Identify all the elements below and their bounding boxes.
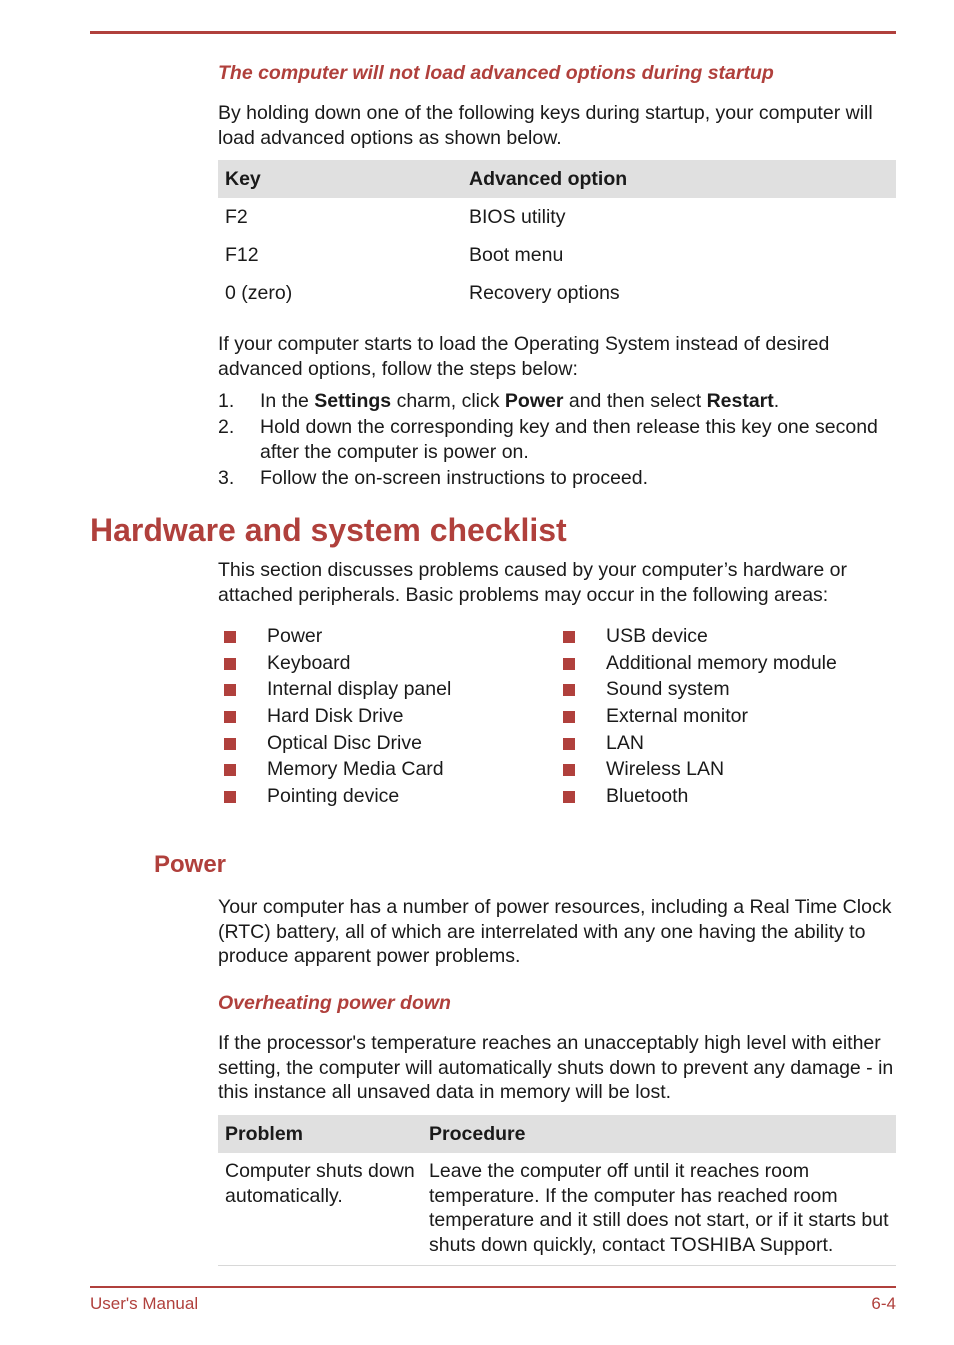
- bullet-square-icon: [224, 658, 236, 670]
- step-number: 3.: [218, 466, 235, 489]
- list-item: [218, 676, 548, 703]
- overheating-subheading: Overheating power down: [218, 992, 451, 1014]
- section-heading-advanced-options: The computer will not load advanced options during startup: [218, 62, 774, 84]
- list-item-label: Memory Media Card: [267, 758, 444, 781]
- table-cell-option: Recovery options: [469, 281, 620, 304]
- overheating-paragraph: If the processor's temperature reaches an unacceptably high level with either setting, the computer will automatically shuts down to prevent any damage - in this instance all unsaved data in memory will be lost.: [218, 1032, 894, 1103]
- footer-page-number: 6-4: [871, 1294, 896, 1313]
- list-item-label: External monitor: [606, 705, 748, 728]
- step-text: In the: [260, 390, 315, 412]
- after-table-paragraph: If your computer starts to load the Operating System instead of desired advanced options, follow the steps below:: [218, 333, 830, 380]
- table-header-problem: Problem: [218, 1115, 422, 1153]
- table-cell-key: F12: [225, 243, 259, 266]
- step-number: 2.: [218, 415, 235, 438]
- power-intro: Your computer has a number of power resources, including a Real Time Clock (RTC) battery, all of which are interrelated with any one having the ability to produce apparent power problems.: [218, 896, 892, 967]
- list-item-label: Power: [267, 625, 323, 647]
- table-header-procedure: Procedure: [422, 1115, 896, 1153]
- table-cell-option: Boot menu: [469, 243, 564, 266]
- list-item: [557, 676, 896, 703]
- step-bold-restart: Restart: [706, 390, 774, 412]
- table-header-row: [218, 160, 896, 198]
- list-item-label: Wireless LAN: [606, 758, 725, 781]
- step-bold-settings: Settings: [314, 390, 392, 412]
- list-item-label: Sound system: [606, 678, 730, 701]
- power-heading: Power: [154, 851, 227, 878]
- list-item: [557, 756, 896, 783]
- list-item-label: Keyboard: [267, 651, 351, 674]
- table-row: [218, 236, 896, 274]
- key-options-table: [218, 160, 896, 312]
- list-item: [218, 650, 548, 677]
- bullet-square-icon: [563, 711, 575, 723]
- table-cell-problem: Computer shuts down automatically.: [225, 1160, 415, 1207]
- list-item: [218, 623, 548, 650]
- table-cell-procedure: Leave the computer off until it reaches room temperature. If the computer has reached room temperature and it still does not start, or if it starts but shuts down quickly, contact TOSHIBA Support.: [429, 1160, 889, 1256]
- step-item: [218, 415, 896, 466]
- step-text: Follow the on-screen instructions to proceed.: [260, 466, 649, 489]
- bullet-square-icon: [224, 791, 236, 803]
- table-row: [218, 1153, 896, 1266]
- table-cell-key: F2: [225, 205, 248, 228]
- list-item-label: Hard Disk Drive: [267, 705, 404, 728]
- bullet-square-icon: [563, 684, 575, 696]
- table-header-key: Key: [218, 160, 462, 198]
- bullet-square-icon: [224, 631, 236, 643]
- table-row: [218, 274, 896, 312]
- list-item-label: Internal display panel: [267, 678, 452, 701]
- bullet-square-icon: [563, 764, 575, 776]
- top-rule: [90, 31, 896, 34]
- footer-manual-label: User's Manual: [90, 1294, 199, 1313]
- bottom-rule: [90, 1286, 896, 1288]
- list-item-label: Bluetooth: [606, 785, 689, 808]
- step-bold-power: Power: [504, 390, 564, 412]
- step-number: 1.: [218, 390, 235, 412]
- list-item: [218, 703, 548, 730]
- problem-procedure-table: [218, 1115, 896, 1266]
- table-cell-key: 0 (zero): [225, 281, 293, 304]
- list-item-label: LAN: [606, 731, 644, 754]
- list-item-label: Additional memory module: [606, 651, 837, 674]
- step-text: Hold down the corresponding key and then release this key one second after the computer is power on.: [260, 415, 878, 463]
- table-cell-option: BIOS utility: [469, 205, 566, 228]
- list-item: [557, 703, 896, 730]
- list-item: [218, 730, 548, 757]
- table-header-option: Advanced option: [462, 160, 896, 198]
- step-text: .: [773, 390, 780, 412]
- list-item: [218, 756, 548, 783]
- bullet-square-icon: [224, 764, 236, 776]
- step-item: [218, 389, 896, 415]
- list-item: [557, 650, 896, 677]
- list-item: [557, 783, 896, 810]
- bullet-square-icon: [563, 631, 575, 643]
- bullet-square-icon: [563, 738, 575, 750]
- list-item: [218, 783, 548, 810]
- list-item: [557, 623, 896, 650]
- list-item-label: Optical Disc Drive: [267, 731, 422, 754]
- checklist-intro: This section discusses problems caused by your computer’s hardware or attached peripherals. Basic problems may occur in the following areas:: [218, 559, 847, 606]
- bullet-square-icon: [224, 711, 236, 723]
- checklist-title: Hardware and system checklist: [90, 512, 567, 548]
- steps-list: [218, 389, 896, 491]
- table-header-row: [218, 1115, 896, 1153]
- bullet-square-icon: [563, 658, 575, 670]
- bullet-square-icon: [563, 791, 575, 803]
- checklist-left-list: [218, 623, 548, 810]
- checklist-right-list: [557, 623, 896, 810]
- step-text: charm, click: [391, 390, 505, 412]
- table-row: [218, 198, 896, 236]
- bullet-square-icon: [224, 684, 236, 696]
- intro-paragraph: By holding down one of the following keys during startup, your computer will load advanced options as shown below.: [218, 102, 873, 149]
- list-item: [557, 730, 896, 757]
- list-item-label: Pointing device: [267, 785, 400, 808]
- list-item-label: USB device: [606, 625, 708, 647]
- step-text: and then select: [563, 390, 707, 412]
- step-item: [218, 466, 896, 492]
- bullet-square-icon: [224, 738, 236, 750]
